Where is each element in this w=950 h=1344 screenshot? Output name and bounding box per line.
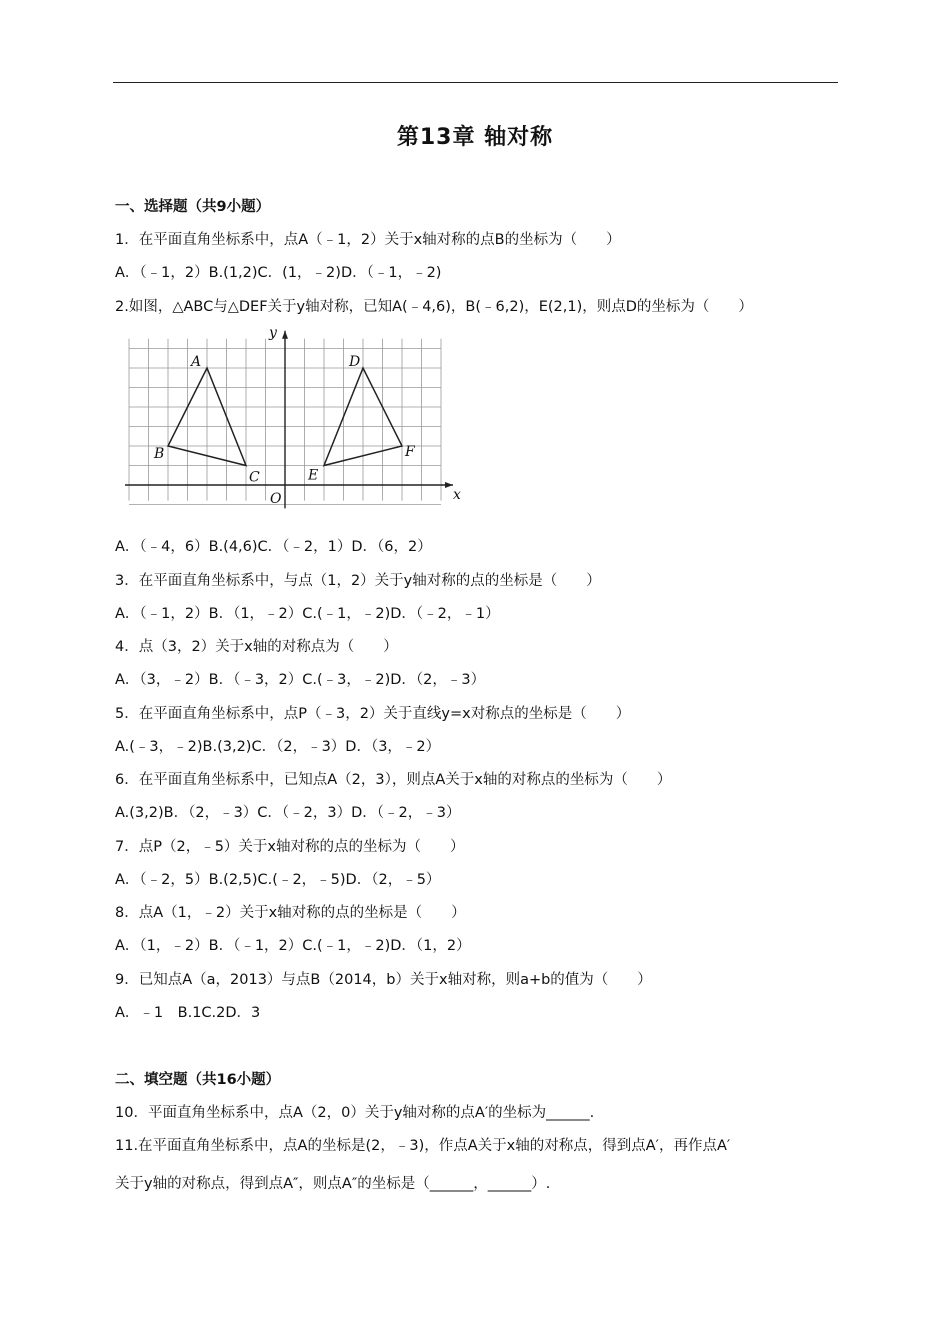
section-heading-choice: 一、选择题（共9小题） — [115, 199, 271, 215]
origin-label: O — [270, 491, 282, 507]
question-6: 6．在平面直角坐标系中，已知点A（2，3），则点A关于x轴的对称点的坐标为（ ） — [115, 772, 672, 788]
coordinate-figure — [113, 323, 461, 518]
question-7-options: A．（﹣2，5）B.(2,5)C.(﹣2，﹣5)D．（2，﹣5） — [115, 872, 441, 888]
page-title: 第13章 轴对称 — [396, 125, 554, 150]
question-6-options: A.(3,2)B．（2，﹣3）C．（﹣2，3）D．（﹣2，﹣3） — [115, 805, 461, 821]
question-3-options: A．（﹣1，2）B．（1，﹣2）C.(﹣1，﹣2)D．（﹣2，﹣1） — [115, 606, 500, 622]
point-f-label: F — [405, 444, 415, 460]
question-9: 9．已知点A（a，2013）与点B（2014，b）关于x轴对称，则a+b的值为（ ） — [115, 972, 652, 988]
y-axis-label: y — [269, 324, 277, 341]
question-4-options: A．（3，﹣2）B．（﹣3，2）C.(﹣3，﹣2)D．（2，﹣3） — [115, 672, 486, 688]
question-8-options: A．（1，﹣2）B．（﹣1，2）C.(﹣1，﹣2)D．（1，2） — [115, 938, 471, 954]
question-2: 2.如图，△ABC与△DEF关于y轴对称，已知A(﹣4,6)，B(﹣6,2)，E(2,1)，则点D的坐标为（ ） — [115, 299, 753, 315]
point-a-label: A — [191, 354, 202, 370]
point-d-label: D — [349, 354, 361, 370]
question-8: 8．点A（1，﹣2）关于x轴对称的点的坐标是（ ） — [115, 905, 466, 921]
question-4: 4．点（3，2）关于x轴的对称点为（ ） — [115, 639, 398, 655]
question-7: 7．点P（2，﹣5）关于x轴对称的点的坐标为（ ） — [115, 839, 465, 855]
question-11-line-2: 关于y轴的对称点，得到点A″，则点A″的坐标是（______，______）. — [115, 1176, 551, 1192]
x-axis-label: x — [453, 487, 461, 503]
question-1-options: A．（﹣1，2）B.(1,2)C．(1，﹣2)D．（﹣1，﹣2) — [115, 265, 442, 281]
point-b-label: B — [154, 446, 165, 462]
question-9-options: A．﹣1 B.1C.2D．3 — [115, 1005, 261, 1021]
x-axis-arrow — [445, 482, 453, 488]
section-heading-fill: 二、填空题（共16小题） — [115, 1072, 281, 1088]
point-e-label: E — [308, 467, 319, 484]
question-1: 1．在平面直角坐标系中，点A（﹣1，2）关于x轴对称的点B的坐标为（ ） — [115, 232, 621, 248]
header-rule — [113, 82, 838, 83]
question-10: 10．平面直角坐标系中，点A（2，0）关于y轴对称的点A′的坐标为______. — [115, 1105, 595, 1121]
point-c-label: C — [249, 469, 260, 486]
y-axis-arrow — [282, 331, 288, 339]
question-5-options: A.(﹣3，﹣2)B.(3,2)C．（2，﹣3）D．（3，﹣2） — [115, 739, 441, 755]
question-3: 3．在平面直角坐标系中，与点（1，2）关于y轴对称的点的坐标是（ ） — [115, 573, 601, 589]
question-11-line-1: 11.在平面直角坐标系中，点A的坐标是(2，﹣3)，作点A关于x轴的对称点，得到点A′，再作点A′ — [115, 1138, 731, 1154]
question-5: 5．在平面直角坐标系中，点P（﹣3，2）关于直线y=x对称点的坐标是（ ） — [115, 706, 631, 722]
axes — [125, 331, 453, 509]
question-2-options: A．（﹣4，6）B.(4,6)C．（﹣2，1）D．（6，2） — [115, 539, 432, 555]
